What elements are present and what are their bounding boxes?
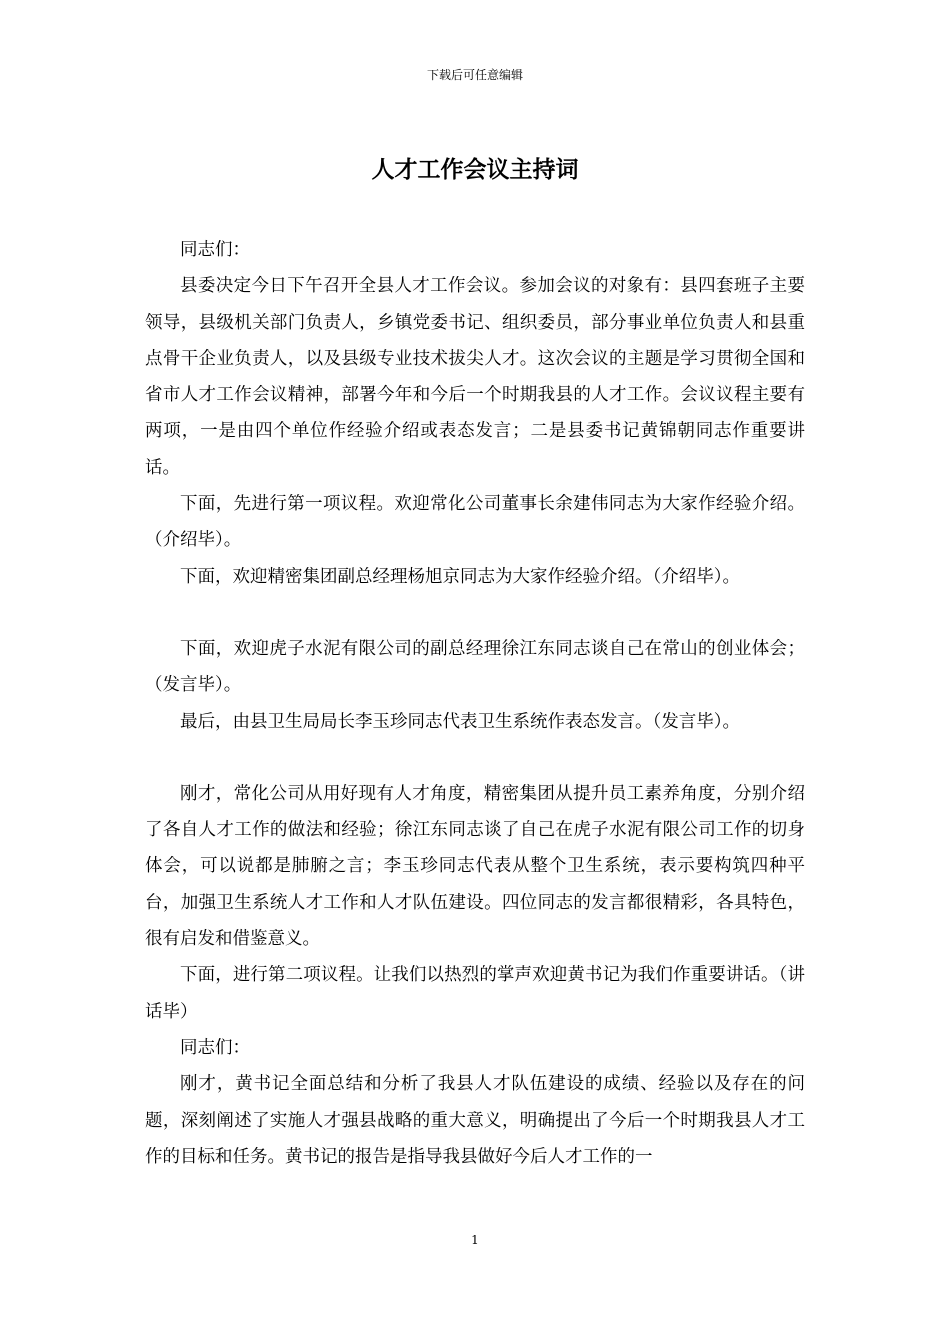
paragraph-meeting-intro: 县委决定今日下午召开全县人才工作会议。参加会议的对象有：县四套班子主要领导，县级机关部门负责人，乡镇党委书记、组织委员，部分事业单位负责人和县重点骨干企业负责人，以及县级专业技术拔尖人才。这次会议的主题是学习贯彻全国和省市人才工作会议精神，部署今年和今后一个时期我县的人才工作。会议议程主要有两项，一是由四个单位作经验介绍或表态发言；二是县委书记黄锦朝同志作重要讲话。 bbox=[145, 276, 805, 478]
salutation-second: 同志们： bbox=[180, 1037, 250, 1058]
salutation: 同志们： bbox=[180, 240, 250, 260]
paragraph-second-agenda: 下面，进行第二项议程。让我们以热烈的掌声欢迎黄书记为我们作重要讲话。（讲话毕） bbox=[145, 965, 805, 1022]
document-title: 人才工作会议主持词 bbox=[371, 156, 579, 183]
paragraph-second-speaker: 下面，欢迎精密集团副总经理杨旭京同志为大家作经验介绍。（介绍毕）。 bbox=[180, 566, 740, 587]
page-header: 下载后可任意编辑 bbox=[426, 68, 523, 82]
document-body bbox=[145, 232, 805, 1175]
paragraph-third-speaker: 下面，欢迎虎子水泥有限公司的副总经理徐江东同志谈自己在常山的创业体会；（发言毕）。 bbox=[145, 638, 805, 696]
paragraph-first-agenda: 下面，先进行第一项议程。欢迎常化公司董事长余建伟同志为大家作经验介绍。（介绍毕）。 bbox=[145, 494, 805, 551]
paragraph-closing: 刚才，黄书记全面总结和分析了我县人才队伍建设的成绩、经验以及存在的问题，深刻阐述了实施人才强县战略的重大意义，明确提出了今后一个时期我县人才工作的目标和任务。黄书记的报告是指导我县做好今后人才工作的一 bbox=[145, 1074, 805, 1167]
paragraph-summary: 刚才，常化公司从用好现有人才角度，精密集团从提升员工素养角度，分别介绍了各自人才工作的做法和经验；徐江东同志谈了自己在虎子水泥有限公司工作的切身体会，可以说都是肺腑之言；李玉珍同志代表从整个卫生系统，表示要构筑四种平台，加强卫生系统人才工作和人才队伍建设。四位同志的发言都很精彩，各具特色，很有启发和借鉴意义。 bbox=[145, 783, 805, 950]
page-number: 1 bbox=[471, 1233, 479, 1247]
paragraph-final-speaker: 最后，由县卫生局局长李玉珍同志代表卫生系统作表态发言。（发言毕）。 bbox=[180, 711, 740, 732]
